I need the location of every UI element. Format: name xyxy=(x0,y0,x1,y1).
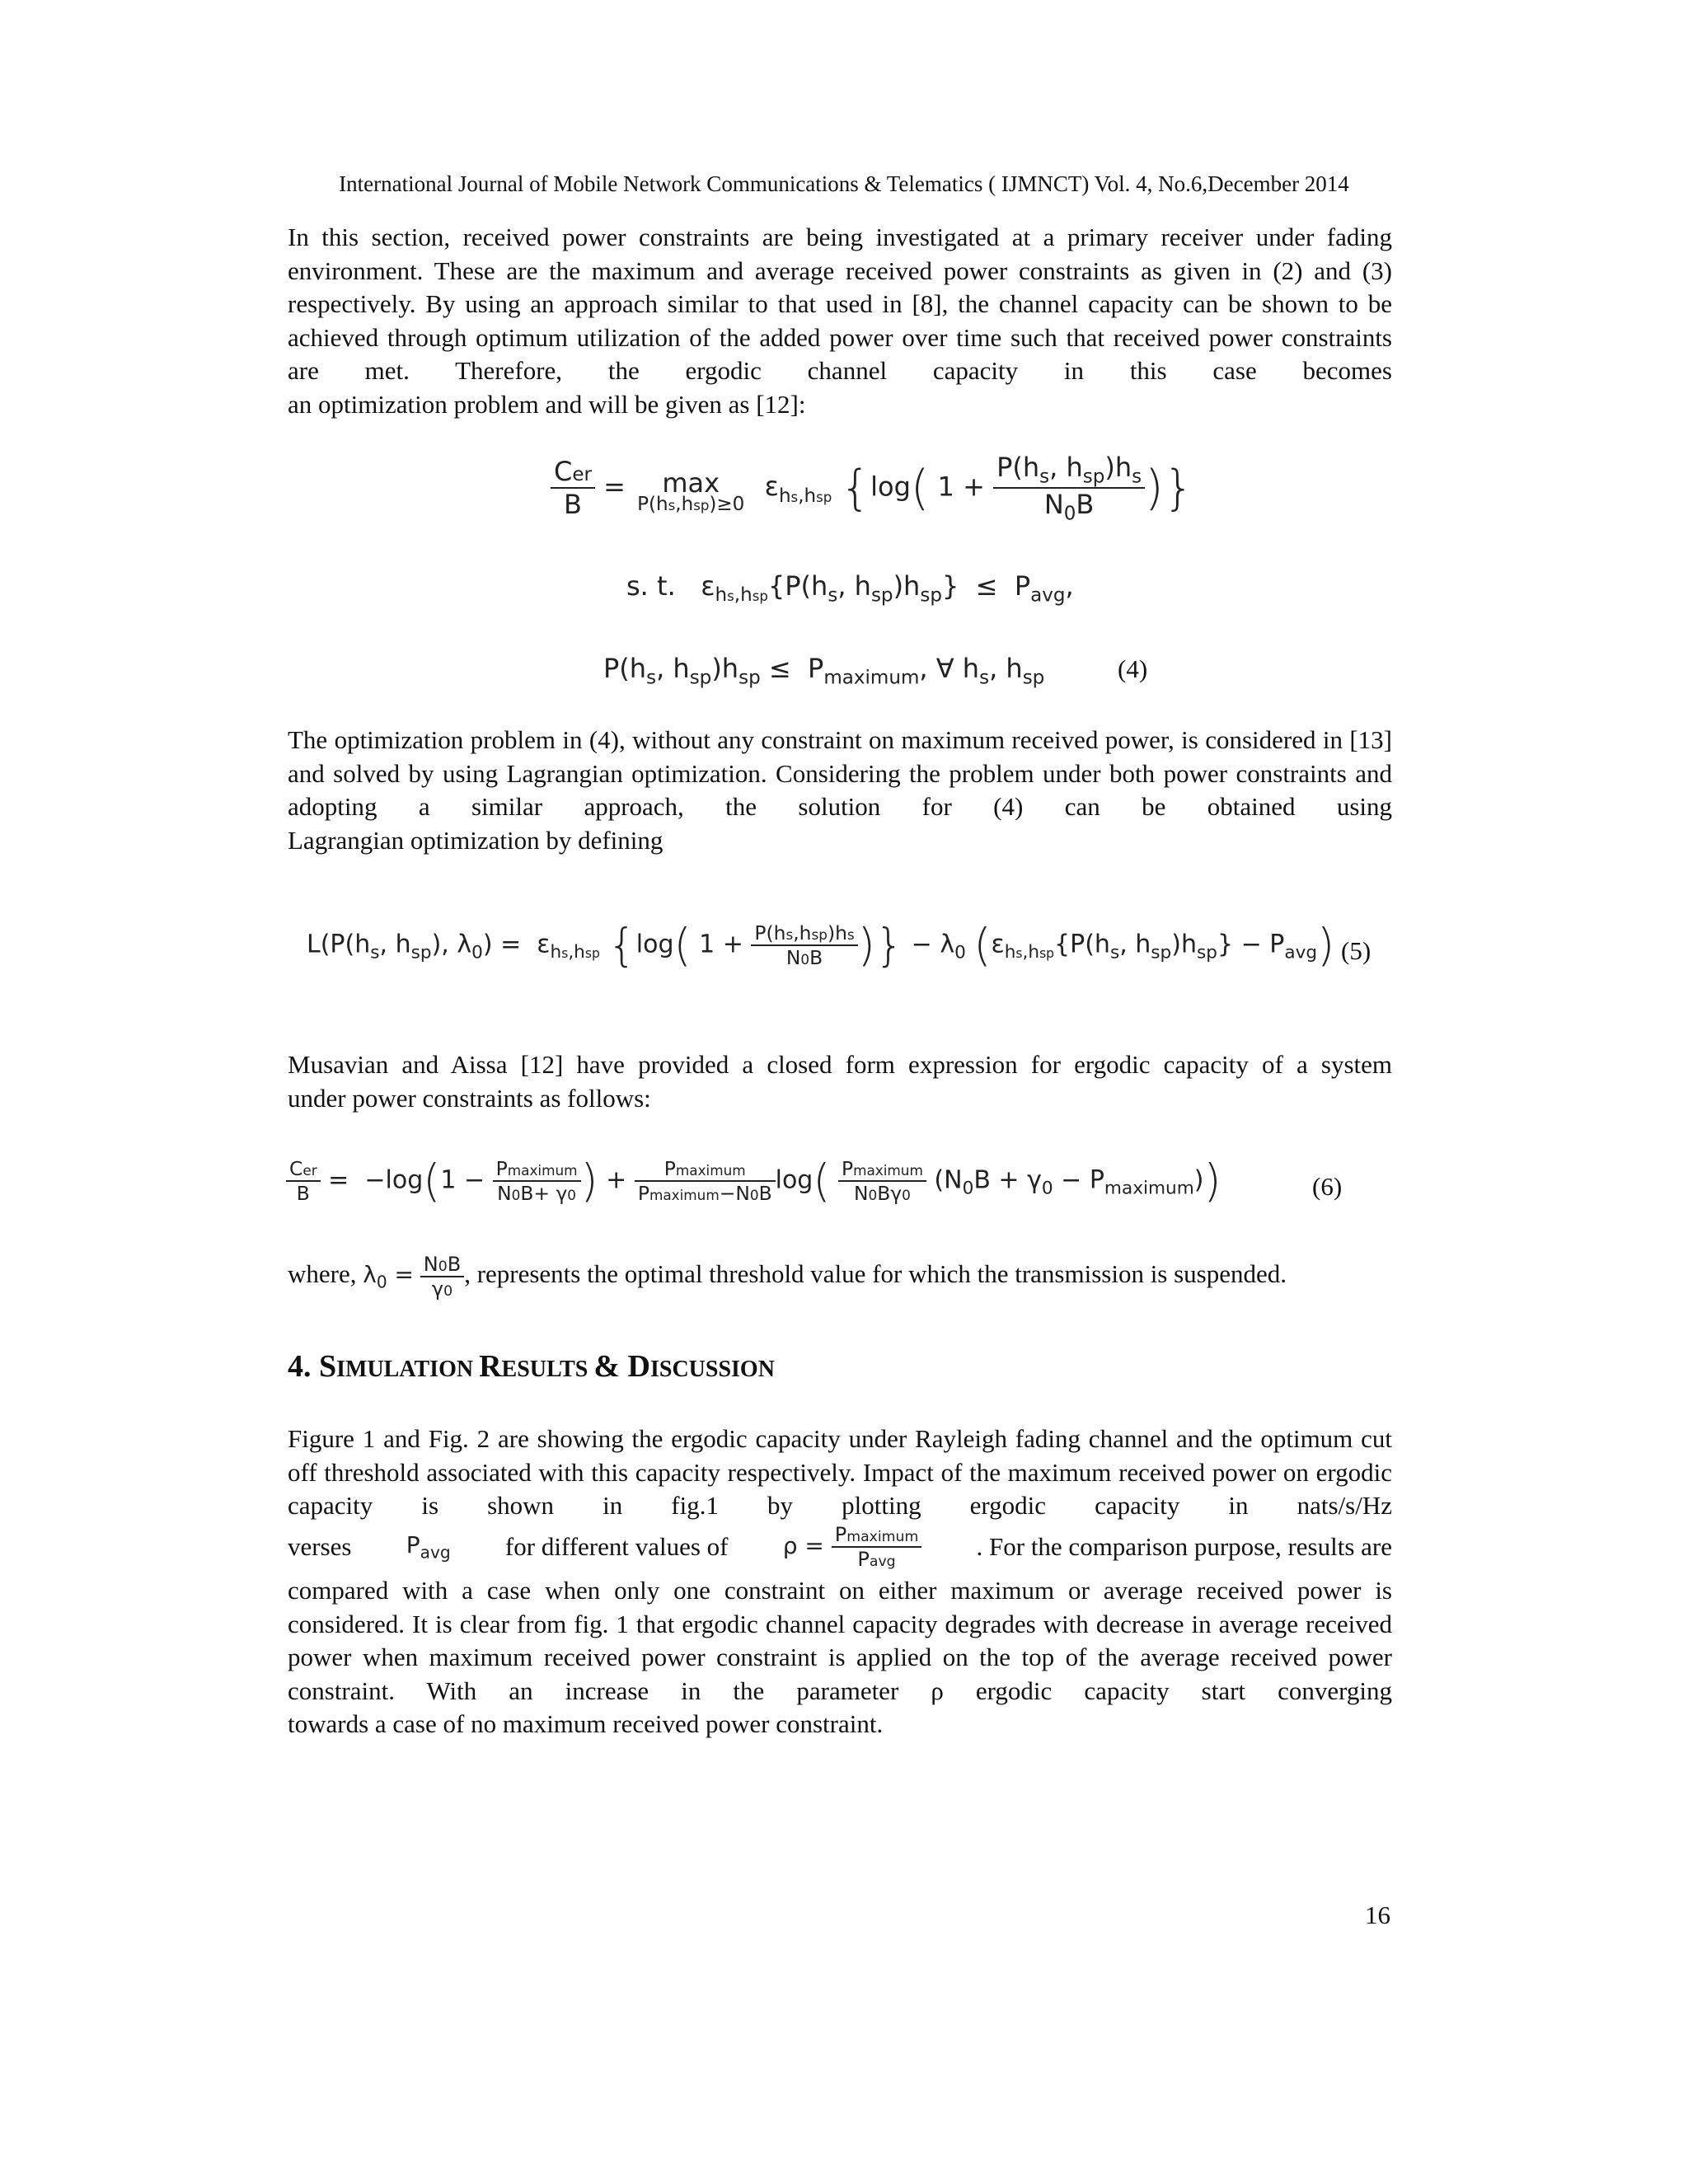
paragraph-4b xyxy=(288,1574,1392,1741)
paragraph-4b-last-line: towards a case of no maximum received power constraint. xyxy=(288,1709,884,1739)
section-heading xyxy=(288,1348,775,1385)
section-title-s: S xyxy=(319,1349,337,1384)
running-header: International Journal of Mobile Network Communications & Telematics ( IJMNCT) Vol. 4, No.6,December 2014 xyxy=(339,171,1349,196)
paragraph-3-text: Musavian and Aissa [12] have provided a closed form expression for ergodic capacity of a system xyxy=(288,1050,1392,1079)
equation-5: $L(P(h_s$, $h_{sp}$), $\lambda_0) = \varepsilon_{hs,hsp}$ {log( 1 + $\frac{\text{P(hs,hsp)hs}}{N0B}$ )} − $\lambda_0$ ($\varepsilon_{hs,hsp}\{P(h_s$, $h_{sp})h_{sp}\} - P_{avg}$) xyxy=(307,919,1335,972)
section-title-r: R xyxy=(479,1349,502,1384)
equation-6: $\frac{\text{Cer}}{B}$ = −log(1 − $\frac{\text{Pmaximum}}{N0B+ \gamma 0}$ ) + $\frac{\text{Pmaximum}}{\text{Pmaximum−N0B}}$ log( $\frac{\text{Pmaximum}}{N0B\gamma 0}$ $(N_0B + \gamma_0 - P_{maximum})$) xyxy=(286,1157,1221,1205)
where-line: where, $\lambda_0$ = $\frac{N0B}{\gamma 0}$ , represents the optimal threshold value for which the transmission is suspended. xyxy=(288,1253,1287,1301)
where-prefix: where, xyxy=(288,1259,363,1289)
paragraph-2-last-line: Lagrangian optimization by defining xyxy=(288,825,663,855)
equation-4-constraint-1: s. t. $\varepsilon_{hs,hsp}\{P(h_s$, $h_{sp})h_{sp}\} \le P_{avg}$, xyxy=(626,570,1074,607)
page-number: 16 xyxy=(1365,1900,1390,1929)
section-title-esults: ESULTS xyxy=(501,1357,594,1382)
paragraph-1-last-line: an optimization problem and will be given as [12]: xyxy=(288,389,806,419)
comparison-text: . For the comparison purpose, results are xyxy=(976,1532,1392,1561)
section-title-imulation: IMULATION xyxy=(336,1357,480,1382)
section-number: 4. xyxy=(288,1349,312,1384)
section-title-iscussion: ISCUSSION xyxy=(649,1357,775,1382)
paragraph-3-last-line: under power constraints as follows: xyxy=(288,1083,651,1113)
equation-4-label: (4) xyxy=(1118,654,1148,683)
paragraph-4a xyxy=(288,1422,1392,1523)
paragraph-2 xyxy=(288,724,1392,857)
equation-4-main: $\frac{\text{Cer}}{B}$ = max P(hs,hsp)≥0 $\varepsilon_{hs,hsp}$ {log( 1 + $\frac{P(h_s, h_{sp})h_s}{N_0B}$ )} xyxy=(551,452,1193,525)
paragraph-4b-text: compared with a case when only one constraint on either maximum or average received power is considered. It is clear from fig. 1 that ergodic channel capacity degrades with decrease in average received power when maximum received power constraint is applied on the top of the average received power constraint. With an increase in the parameter ρ ergodic capacity start converging xyxy=(288,1576,1392,1705)
section-title-amp: & xyxy=(593,1349,628,1384)
where-suffix: , represents the optimal threshold value for which the transmission is suspended. xyxy=(464,1259,1287,1289)
paragraph-3 xyxy=(288,1048,1392,1115)
paragraph-4-verses-line: verses $P_{avg}$ for different values of ρ = $\frac{\text{Pmaximum}}{\text{Pavg}}$ . For the comparison purpose, results are xyxy=(288,1523,1392,1571)
paragraph-1 xyxy=(288,221,1392,422)
paragraph-2-text: The optimization problem in (4), without any constraint on maximum received power, is considered in [13] and solved by using Lagrangian optimization. Considering the problem under both power constraints and adopting a similar approach, the solution for (4) can be obtained using xyxy=(288,725,1392,822)
for-values-text: for different values of xyxy=(504,1532,729,1561)
paragraph-4a-text: Figure 1 and Fig. 2 are showing the ergodic capacity under Rayleigh fading channel and the optimum cut off threshold associated with this capacity respectively. Impact of the maximum received power on ergodic capacity is shown in fig.1 by plotting ergodic capacity in nats/s/Hz xyxy=(288,1424,1392,1521)
section-title-d: D xyxy=(627,1349,650,1384)
equation-6-label: (6) xyxy=(1312,1172,1343,1201)
paragraph-1-text: In this section, received power constraints are being investigated at a primary receiver under fading environment. These are the maximum and average received power constraints as given in (2) and (3) respectively. By using an approach similar to that used in [8], the channel capacity can be shown to be achieved through optimum utilization of the added power over time such that received power constraints are met. Therefore, the ergodic channel capacity in this case becomes xyxy=(288,223,1392,386)
verses-word: verses xyxy=(288,1532,352,1561)
equation-5-label: (5) xyxy=(1341,936,1372,965)
equation-4-constraint-2: $P(h_s$, $h_{sp})h_{sp} \le P_{maximum}$, ∀ $h_s$, $h_{sp}$ xyxy=(603,653,1045,689)
